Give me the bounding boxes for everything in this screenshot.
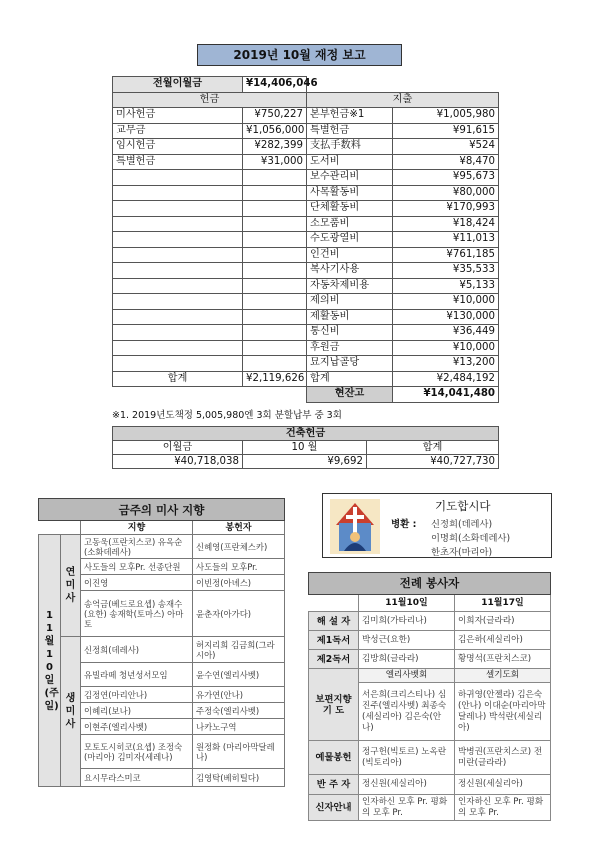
income-value: [243, 356, 307, 372]
income-value: ¥282,399: [243, 139, 307, 155]
expense-value: ¥18,424: [393, 216, 499, 232]
mass-intention: 이현주(엘리사벳): [81, 719, 193, 735]
expense-label: 본부헌금※1: [307, 108, 393, 124]
mass-rows: [39, 535, 285, 787]
expense-value: ¥11,013: [393, 232, 499, 248]
building-header-carryover: 이월금: [113, 441, 243, 455]
income-label: [113, 325, 243, 341]
prayer-name: 한초자(마리아): [431, 547, 493, 558]
finance-rows: [113, 108, 499, 372]
income-value: [243, 340, 307, 356]
income-label: [113, 170, 243, 186]
guide-b: 인자하신 모후 Pr. 평화의 모후 Pr.: [455, 795, 551, 821]
finance-row: [113, 247, 499, 263]
mass-offerer: 윤춘자(아가다): [193, 591, 285, 637]
liturgy-role: 제2독서: [309, 650, 359, 669]
income-value: [243, 232, 307, 248]
liturgy-server-b: 김은하(세실리아): [455, 631, 551, 650]
finance-row: [113, 154, 499, 170]
finance-row: [113, 232, 499, 248]
prayer-names-a: 서은희(크리스티나) 심진주(엘리사벳) 최종숙(세실리아) 김은숙(안나): [359, 683, 455, 741]
income-label: [113, 247, 243, 263]
finance-row: [113, 278, 499, 294]
mass-offerer: 허지리희 김금희(그라시아): [193, 637, 285, 663]
building-fund-table: [112, 426, 499, 469]
liturgy-row: [309, 612, 551, 631]
finance-footnote: ※1. 2019년도책정 5,005,980엔 3회 분할납부 중 3회: [112, 410, 342, 421]
mass-offerer: 윤수연(엘리사벳): [193, 663, 285, 687]
server-a: 정신원(세실리아): [359, 775, 455, 795]
expense-total-label: 합계: [307, 371, 393, 387]
liturgy-title: 전례 봉사자: [309, 573, 551, 595]
report-title: 2019년 10월 재정 보고: [197, 44, 402, 66]
income-label: 특별헌금: [113, 154, 243, 170]
mass-offerer: 주정숙(엘리사벳): [193, 703, 285, 719]
liturgy-corner: [309, 595, 359, 612]
balance-label: 현잔고: [307, 387, 393, 403]
mass-offerer: 김영탁(베히틸다): [193, 769, 285, 787]
mass-intention: 신정희(데레사): [81, 637, 193, 663]
finance-row: [113, 108, 499, 124]
guide-role: 신자안내: [309, 795, 359, 821]
income-value: [243, 247, 307, 263]
carryover-row: [113, 77, 499, 93]
liturgy-role: 제1독서: [309, 631, 359, 650]
income-label: 교무금: [113, 123, 243, 139]
expense-value: ¥761,185: [393, 247, 499, 263]
prayer-label: 병환 :: [391, 519, 417, 530]
finance-row: [113, 170, 499, 186]
liturgy-rows: [309, 612, 551, 669]
finance-row: [113, 340, 499, 356]
finance-row: [113, 294, 499, 310]
mass-title: 금주의 미사 지향: [39, 499, 285, 521]
offering-role: 예물봉헌: [309, 741, 359, 775]
finance-row: [113, 263, 499, 279]
guide-a: 인자하신 모후 Pr. 평화의 모후 Pr.: [359, 795, 455, 821]
carryover-spacer: [307, 77, 499, 93]
expense-label: 자동차제비용: [307, 278, 393, 294]
liturgy-row: [309, 650, 551, 669]
prayer-group-b: 셀기도회: [455, 669, 551, 683]
income-label: [113, 309, 243, 325]
liturgy-date-2: 11월17일: [455, 595, 551, 612]
expense-value: ¥13,200: [393, 356, 499, 372]
balance-spacer: [113, 387, 307, 403]
expense-value: ¥5,133: [393, 278, 499, 294]
expense-label: 도서비: [307, 154, 393, 170]
prayer-title: 기도합시다: [435, 499, 491, 513]
building-header-row: [113, 441, 499, 455]
building-header-month: 10 월: [243, 441, 367, 455]
mass-group-memorial: [61, 535, 81, 637]
balance-value: ¥14,041,480: [393, 387, 499, 403]
mass-date-text: 11월10일(주일): [44, 609, 59, 712]
finance-table: [112, 76, 499, 403]
income-value: [243, 185, 307, 201]
mass-intention: 유빌라떼 청년성서모임: [81, 663, 193, 687]
building-value-total: ¥40,727,730: [367, 455, 499, 469]
expense-value: ¥80,000: [393, 185, 499, 201]
mass-col-offerer: 봉헌자: [193, 521, 285, 535]
income-label: [113, 185, 243, 201]
income-value: [243, 325, 307, 341]
mass-intention: 이진영: [81, 575, 193, 591]
offering-b: 박병권(프란치스코) 전미란(글라라): [455, 741, 551, 775]
finance-row: [113, 139, 499, 155]
server-b: 정신원(세실리아): [455, 775, 551, 795]
expense-total-value: ¥2,484,192: [393, 371, 499, 387]
liturgy-server-b: 황명석(프란치스코): [455, 650, 551, 669]
income-total-label: 합계: [113, 371, 243, 387]
expense-label: 支払手数料: [307, 139, 393, 155]
income-label: [113, 201, 243, 217]
income-total-value: ¥2,119,626: [243, 371, 307, 387]
mass-col-intention: 지향: [81, 521, 193, 535]
mass-offerer: 나카노구역: [193, 719, 285, 735]
expense-label: 단체활동비: [307, 201, 393, 217]
income-label: [113, 294, 243, 310]
mass-group-text: 생미사: [65, 693, 76, 730]
building-value-carryover: ¥40,718,038: [113, 455, 243, 469]
income-value: ¥31,000: [243, 154, 307, 170]
expense-value: ¥35,533: [393, 263, 499, 279]
mass-intention: 고동욱(프란치스코) 유옥순(소화데레사): [81, 535, 193, 559]
finance-row: [113, 325, 499, 341]
liturgy-server-b: 이희자(글라라): [455, 612, 551, 631]
expense-label: 소모품비: [307, 216, 393, 232]
church-icon: [330, 499, 380, 554]
mass-intention: 사도들의 모후Pr. 선종단원: [81, 559, 193, 575]
finance-row: [113, 309, 499, 325]
prayer-role: 보편지향 기 도: [309, 669, 359, 741]
mass-intention: 김정연(마리안나): [81, 687, 193, 703]
balance-row: [113, 387, 499, 403]
expense-label: 보수관리비: [307, 170, 393, 186]
mass-intention: 이혜리(보나): [81, 703, 193, 719]
mass-corner: [39, 521, 81, 535]
income-label: [113, 263, 243, 279]
liturgy-server-a: 김방희(글라라): [359, 650, 455, 669]
income-value: [243, 216, 307, 232]
expense-label: 특별헌금: [307, 123, 393, 139]
finance-row: [113, 185, 499, 201]
mass-intention: 모토도시히코(요셉) 조정숙(마리아) 김미자(세레나): [81, 735, 193, 769]
income-header: 헌금: [113, 92, 307, 108]
mass-offerer: 원정화 (마리아막달레나): [193, 735, 285, 769]
expense-value: ¥524: [393, 139, 499, 155]
expense-value: ¥95,673: [393, 170, 499, 186]
expense-value: ¥36,449: [393, 325, 499, 341]
income-label: [113, 216, 243, 232]
prayer-name: 이명희(소화데레사): [431, 533, 511, 544]
liturgy-servers-table: [308, 572, 551, 821]
mass-offerer: 사도들의 모후Pr.: [193, 559, 285, 575]
income-value: ¥1,056,000: [243, 123, 307, 139]
finance-row: [113, 201, 499, 217]
finance-header-row: [113, 92, 499, 108]
expense-value: ¥1,005,980: [393, 108, 499, 124]
mass-offerer: 신혜영(프란체스카): [193, 535, 285, 559]
prayer-name: 신정희(데레사): [431, 519, 493, 530]
expense-value: ¥170,993: [393, 201, 499, 217]
building-value-month: ¥9,692: [243, 455, 367, 469]
expense-header: 지출: [307, 92, 499, 108]
finance-row: [113, 356, 499, 372]
income-label: [113, 232, 243, 248]
expense-value: ¥130,000: [393, 309, 499, 325]
income-label: 미사헌금: [113, 108, 243, 124]
expense-label: 수도광열비: [307, 232, 393, 248]
expense-label: 사목활동비: [307, 185, 393, 201]
expense-label: 인건비: [307, 247, 393, 263]
prayer-box: [322, 493, 552, 558]
expense-label: 후원금: [307, 340, 393, 356]
carryover-label: 전월이월금: [113, 77, 243, 93]
expense-value: ¥91,615: [393, 123, 499, 139]
mass-row: [39, 535, 285, 559]
finance-total-row: [113, 371, 499, 387]
mass-date: [39, 535, 61, 787]
income-label: 임시헌금: [113, 139, 243, 155]
offering-a: 정구헌(빅토르) 노옥란(빅토리아): [359, 741, 455, 775]
income-value: [243, 263, 307, 279]
carryover-value: ¥14,406,046: [243, 77, 307, 93]
expense-label: 제활동비: [307, 309, 393, 325]
building-value-row: [113, 455, 499, 469]
prayer-names-b: 하귀영(안젤라) 김은숙(안나) 이대순(마리아막달레나) 박석란(세실리아): [455, 683, 551, 741]
liturgy-server-a: 박성근(요한): [359, 631, 455, 650]
building-header-total: 합계: [367, 441, 499, 455]
mass-intention-table: [38, 498, 285, 787]
income-value: [243, 201, 307, 217]
income-value: [243, 294, 307, 310]
finance-row: [113, 123, 499, 139]
liturgy-row: [309, 631, 551, 650]
income-label: [113, 356, 243, 372]
prayer-group-a: 엘리사벳회: [359, 669, 455, 683]
income-value: [243, 309, 307, 325]
expense-value: ¥10,000: [393, 294, 499, 310]
liturgy-date-1: 11월10일: [359, 595, 455, 612]
building-fund-title: 건축헌금: [113, 427, 499, 441]
mass-row: [39, 637, 285, 663]
income-value: [243, 278, 307, 294]
liturgy-server-a: 김미희(가타리나): [359, 612, 455, 631]
mass-offerer: 유가연(안나): [193, 687, 285, 703]
expense-label: 통신비: [307, 325, 393, 341]
expense-label: 묘지납골당: [307, 356, 393, 372]
server-role: 반 주 자: [309, 775, 359, 795]
finance-row: [113, 216, 499, 232]
income-value: ¥750,227: [243, 108, 307, 124]
mass-group-living: [61, 637, 81, 787]
income-label: [113, 278, 243, 294]
income-label: [113, 340, 243, 356]
mass-offerer: 이빈정(아녜스): [193, 575, 285, 591]
income-value: [243, 170, 307, 186]
mass-intention: 송억금(베드로요셉) 송재수(요한) 송재학(토마스) 아마토: [81, 591, 193, 637]
liturgy-role: 해 설 자: [309, 612, 359, 631]
expense-value: ¥8,470: [393, 154, 499, 170]
mass-group-text: 연미사: [65, 567, 76, 604]
mass-intention: 요시무라스미코: [81, 769, 193, 787]
expense-label: 복사기사용: [307, 263, 393, 279]
expense-value: ¥10,000: [393, 340, 499, 356]
expense-label: 제의비: [307, 294, 393, 310]
